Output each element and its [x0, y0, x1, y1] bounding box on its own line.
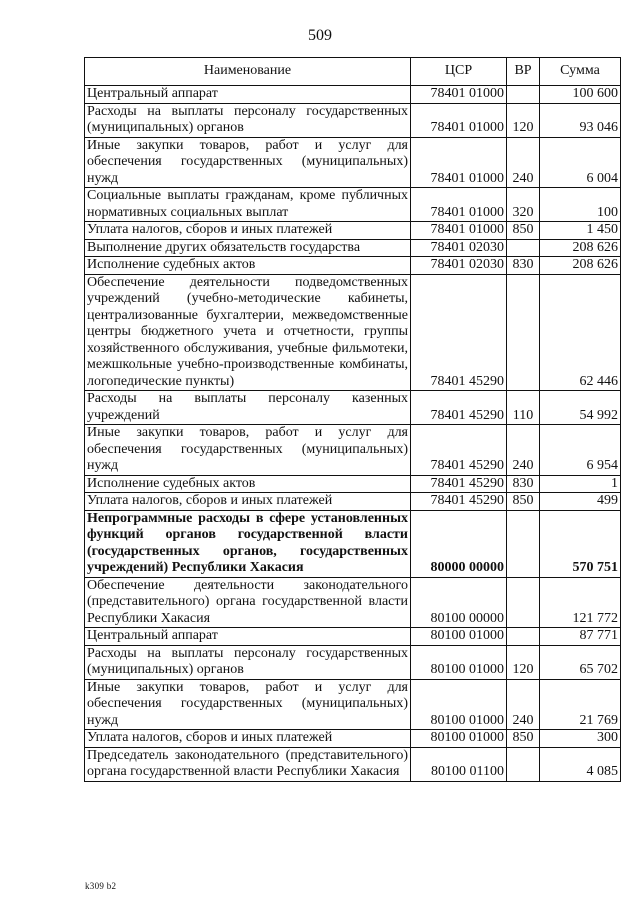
cell-sum: 21 769	[540, 679, 621, 730]
cell-vr: 850	[507, 730, 540, 748]
table-header-row	[85, 58, 621, 86]
table-row-section-total	[85, 510, 621, 577]
cell-name: Расходы на выплаты персоналу государственных (муниципальных) органов	[85, 645, 411, 679]
budget-table	[84, 57, 621, 782]
cell-vr	[507, 577, 540, 628]
cell-csr: 80100 01000	[411, 645, 507, 679]
cell-name: Исполнение судебных актов	[85, 475, 411, 493]
cell-sum: 62 446	[540, 274, 621, 391]
cell-sum: 6 954	[540, 425, 621, 476]
cell-csr: 78401 45290	[411, 493, 507, 511]
cell-csr: 78401 01000	[411, 103, 507, 137]
cell-name: Иные закупки товаров, работ и услуг для обеспечения государственных (муниципальных) нужд	[85, 425, 411, 476]
cell-csr: 78401 01000	[411, 222, 507, 240]
cell-sum: 4 085	[540, 747, 621, 781]
header-name: Наименование	[85, 58, 411, 86]
table-row	[85, 188, 621, 222]
cell-vr: 850	[507, 493, 540, 511]
cell-csr: 78401 01000	[411, 137, 507, 188]
cell-csr: 80100 01000	[411, 730, 507, 748]
cell-name: Председатель законодательного (представительного) органа государственной власти Республики Хакасия	[85, 747, 411, 781]
cell-name: Уплата налогов, сборов и иных платежей	[85, 222, 411, 240]
header-vr: ВР	[507, 58, 540, 86]
cell-sum: 54 992	[540, 391, 621, 425]
table-row	[85, 257, 621, 275]
cell-vr	[507, 239, 540, 257]
cell-name: Выполнение других обязательств государства	[85, 239, 411, 257]
table-body	[85, 86, 621, 782]
cell-name: Иные закупки товаров, работ и услуг для обеспечения государственных (муниципальных) нужд	[85, 137, 411, 188]
cell-csr: 78401 02030	[411, 239, 507, 257]
table-row	[85, 137, 621, 188]
cell-vr	[507, 747, 540, 781]
cell-sum: 87 771	[540, 628, 621, 646]
table-row	[85, 86, 621, 104]
cell-csr: 78401 45290	[411, 391, 507, 425]
cell-vr	[507, 628, 540, 646]
table-row	[85, 103, 621, 137]
cell-vr	[507, 274, 540, 391]
cell-sum: 93 046	[540, 103, 621, 137]
cell-csr: 78401 01000	[411, 188, 507, 222]
cell-name: Расходы на выплаты персоналу казенных учреждений	[85, 391, 411, 425]
table-row	[85, 222, 621, 240]
table-row	[85, 747, 621, 781]
cell-vr: 830	[507, 257, 540, 275]
table-row	[85, 628, 621, 646]
cell-csr: 78401 45290	[411, 475, 507, 493]
table-row	[85, 645, 621, 679]
cell-name: Непрограммные расходы в сфере установленных функций органов государственной власти (государственных органов, государственных учреждений) Республики Хакасия	[85, 510, 411, 577]
cell-sum: 100	[540, 188, 621, 222]
table-row	[85, 730, 621, 748]
cell-csr: 78401 45290	[411, 425, 507, 476]
cell-csr: 78401 02030	[411, 257, 507, 275]
cell-sum: 208 626	[540, 239, 621, 257]
cell-name: Иные закупки товаров, работ и услуг для обеспечения государственных (муниципальных) нужд	[85, 679, 411, 730]
cell-vr: 240	[507, 425, 540, 476]
cell-vr: 110	[507, 391, 540, 425]
page-number: 509	[308, 27, 332, 44]
cell-vr: 240	[507, 679, 540, 730]
cell-csr: 80100 01000	[411, 679, 507, 730]
cell-sum: 1	[540, 475, 621, 493]
cell-vr: 120	[507, 103, 540, 137]
cell-name: Обеспечение деятельности законодательного (представительного) органа государственной власти Республики Хакасия	[85, 577, 411, 628]
cell-sum: 6 004	[540, 137, 621, 188]
table-row	[85, 679, 621, 730]
document-code: k309 b2	[85, 881, 117, 891]
cell-name: Уплата налогов, сборов и иных платежей	[85, 730, 411, 748]
cell-sum: 499	[540, 493, 621, 511]
header-sum: Сумма	[540, 58, 621, 86]
cell-csr: 80100 01100	[411, 747, 507, 781]
table-row	[85, 493, 621, 511]
header-csr: ЦСР	[411, 58, 507, 86]
cell-csr: 78401 45290	[411, 274, 507, 391]
cell-name: Уплата налогов, сборов и иных платежей	[85, 493, 411, 511]
table-row	[85, 274, 621, 391]
cell-vr: 830	[507, 475, 540, 493]
cell-name: Расходы на выплаты персоналу государственных (муниципальных) органов	[85, 103, 411, 137]
cell-csr: 80100 01000	[411, 628, 507, 646]
cell-name: Исполнение судебных актов	[85, 257, 411, 275]
cell-vr: 320	[507, 188, 540, 222]
cell-name: Центральный аппарат	[85, 86, 411, 104]
cell-sum: 1 450	[540, 222, 621, 240]
cell-csr: 78401 01000	[411, 86, 507, 104]
cell-sum: 570 751	[540, 510, 621, 577]
table-row	[85, 577, 621, 628]
cell-vr: 850	[507, 222, 540, 240]
cell-sum: 65 702	[540, 645, 621, 679]
cell-vr: 240	[507, 137, 540, 188]
cell-csr: 80000 00000	[411, 510, 507, 577]
cell-vr	[507, 86, 540, 104]
cell-vr	[507, 510, 540, 577]
cell-sum: 208 626	[540, 257, 621, 275]
cell-name: Социальные выплаты гражданам, кроме публичных нормативных социальных выплат	[85, 188, 411, 222]
cell-name: Центральный аппарат	[85, 628, 411, 646]
table-row	[85, 425, 621, 476]
table-row	[85, 475, 621, 493]
cell-vr: 120	[507, 645, 540, 679]
cell-csr: 80100 00000	[411, 577, 507, 628]
cell-sum: 121 772	[540, 577, 621, 628]
cell-name: Обеспечение деятельности подведомственных учреждений (учебно-методические кабинеты, централизованные бухгалтерии, межведомственные центры бюджетного учета и отчетности, группы хозяйственного обслуживания, учебные фильмотеки, межшкольные учебно-производственные комбинаты, логопедические пункты)	[85, 274, 411, 391]
table-row	[85, 391, 621, 425]
cell-sum: 100 600	[540, 86, 621, 104]
cell-sum: 300	[540, 730, 621, 748]
table-row	[85, 239, 621, 257]
